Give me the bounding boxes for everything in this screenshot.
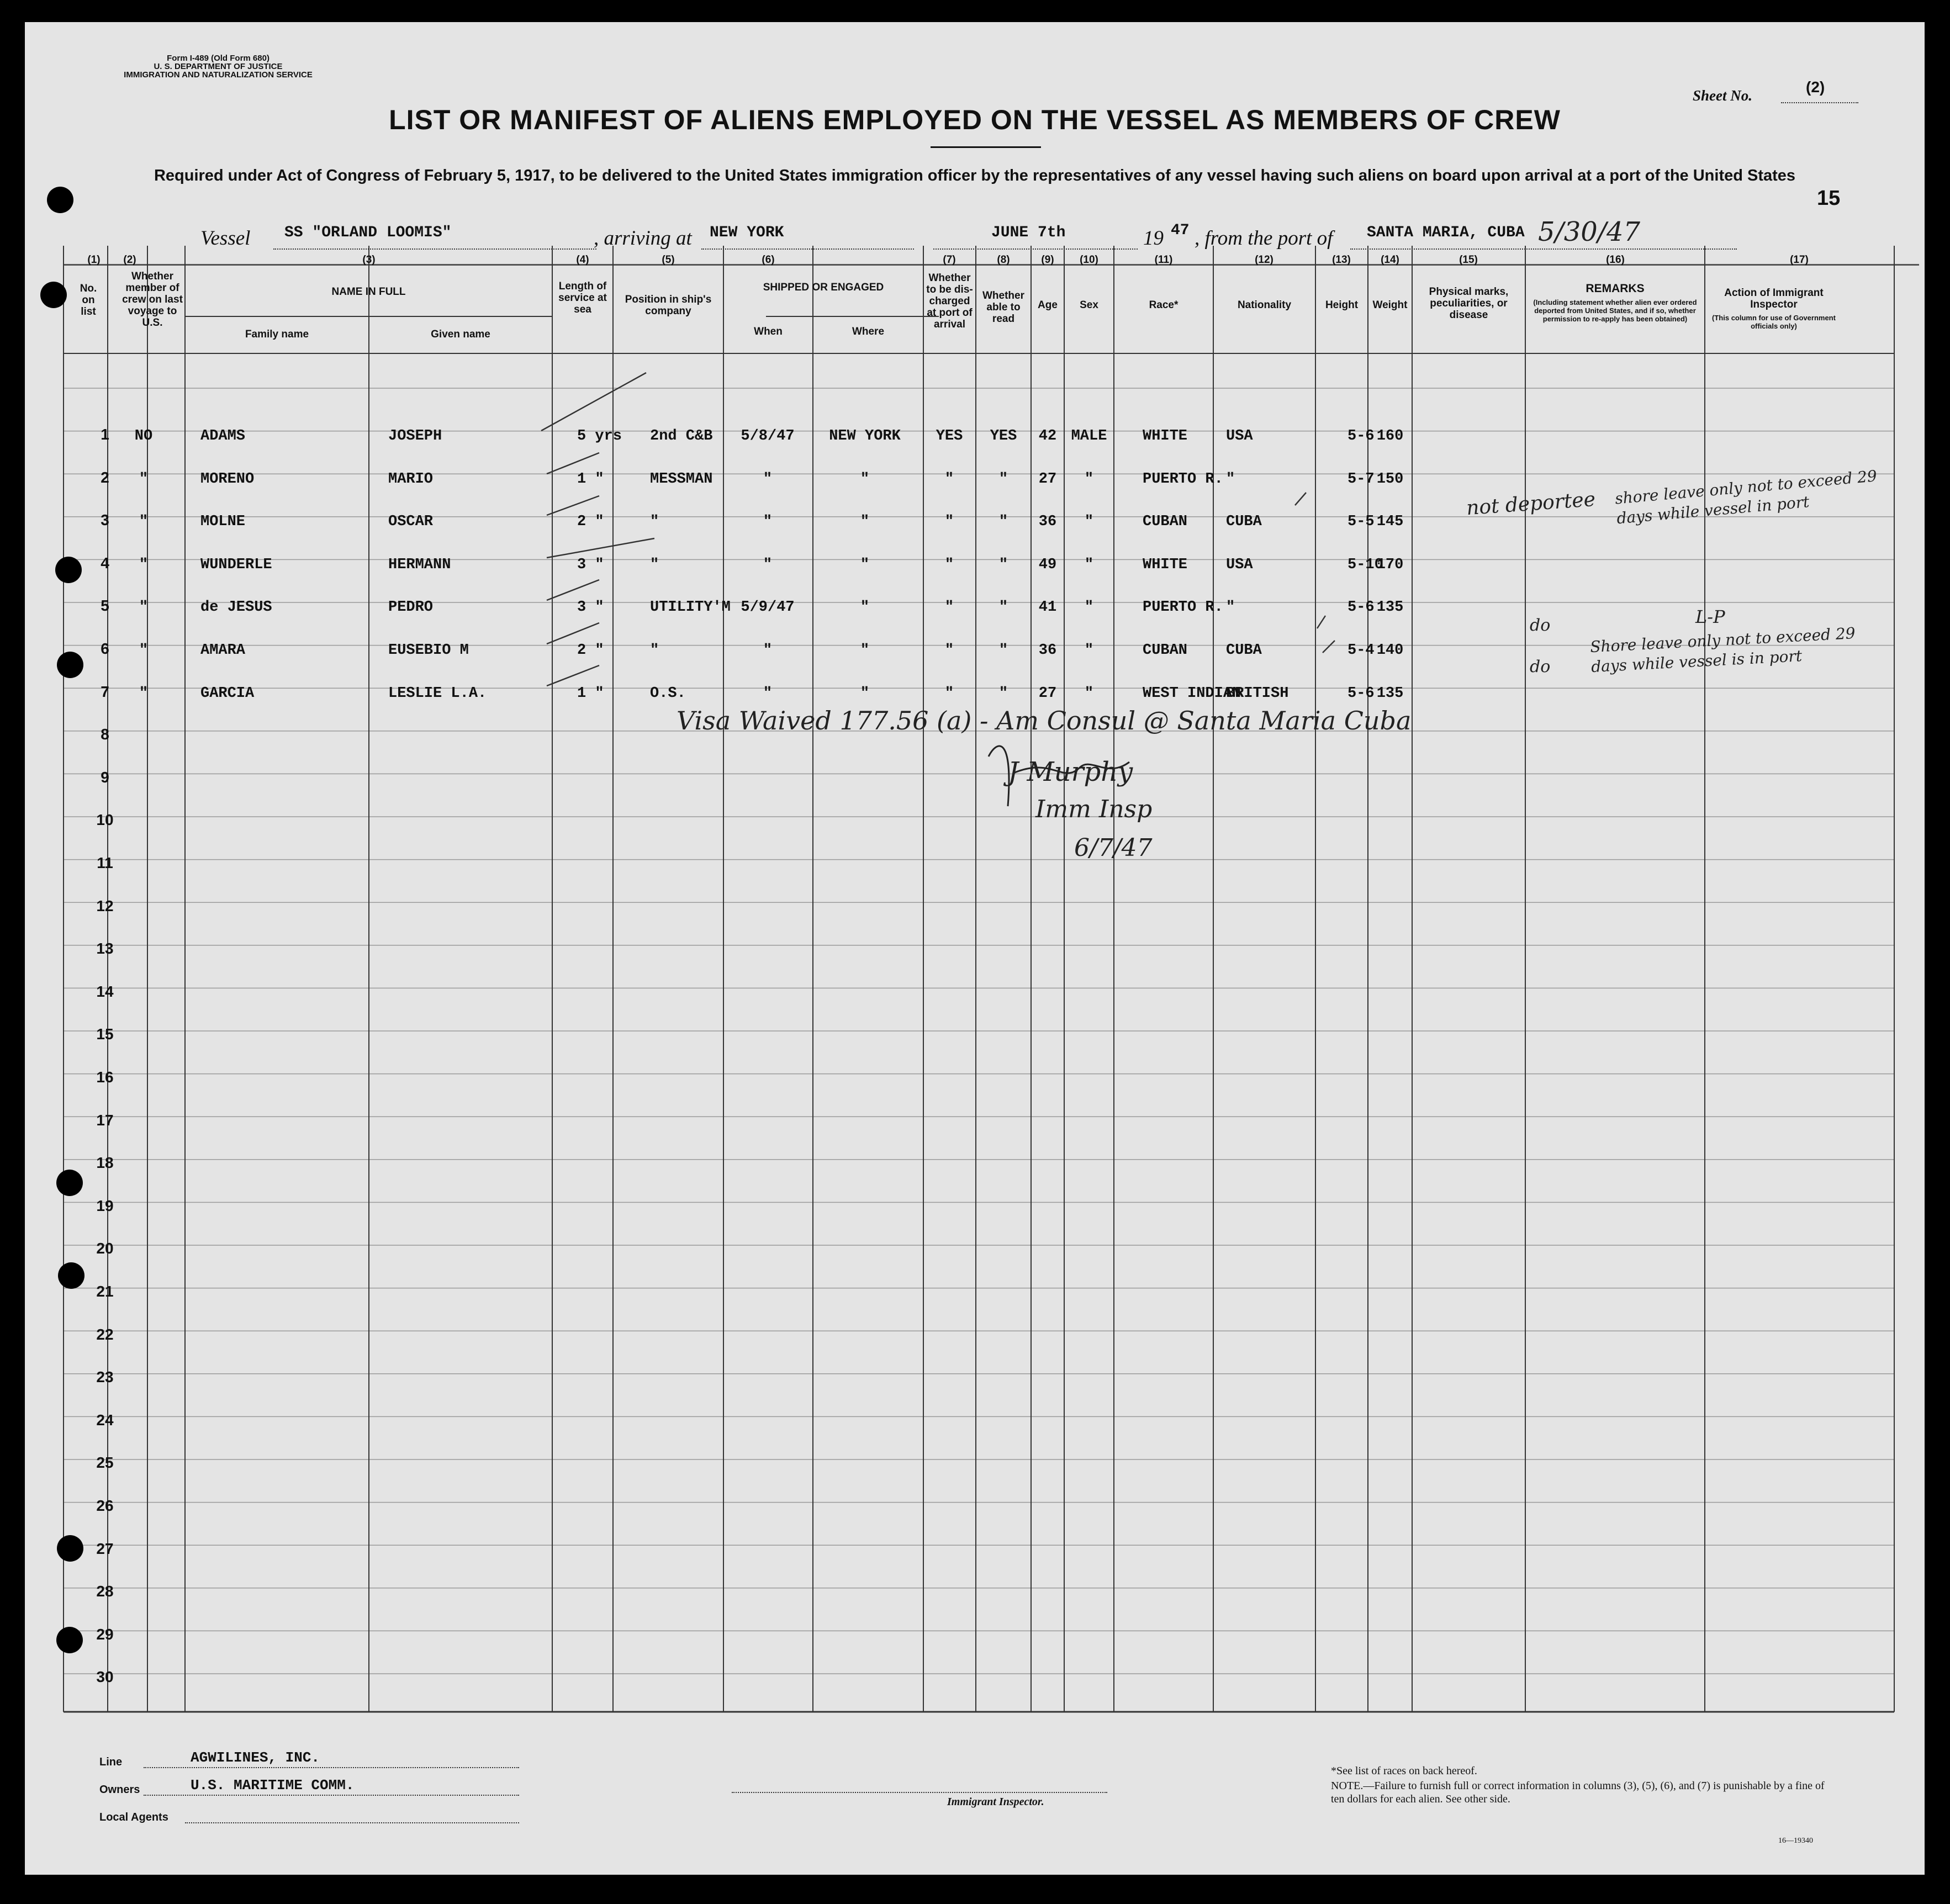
header-height: Height bbox=[1325, 299, 1359, 311]
cell-nationality: CUBA bbox=[1226, 514, 1262, 531]
handwritten-remark-row6: do bbox=[1530, 616, 1551, 635]
row-number: 23 bbox=[96, 1368, 114, 1386]
row-number: 19 bbox=[96, 1197, 114, 1214]
header-action: Action of Immigrant Inspector bbox=[1724, 287, 1824, 310]
header-discharged: Whether to be dis-charged at port of arrival bbox=[926, 272, 973, 330]
column-number: (2) bbox=[123, 254, 136, 266]
cell-service: 2 " bbox=[577, 642, 604, 659]
cell-nationality: CUBA bbox=[1226, 642, 1262, 659]
handwritten-remark-row3: not deportee bbox=[1465, 488, 1597, 520]
cell-family: AMARA bbox=[200, 642, 246, 659]
footer-agents-rule bbox=[185, 1822, 519, 1823]
cell-family: de JESUS bbox=[200, 599, 272, 616]
from-port-label: , from the port of bbox=[1195, 227, 1333, 250]
inspector-signature-line bbox=[732, 1792, 1107, 1793]
header-length-service: Length of service at sea bbox=[558, 281, 607, 315]
header-action-sub: (This column for use of Government officials only) bbox=[1712, 314, 1836, 330]
row-number: 8 bbox=[101, 726, 109, 743]
cell-family: WUNDERLE bbox=[200, 556, 272, 573]
cell-crew: " bbox=[139, 685, 149, 702]
cell-height: 5-6 bbox=[1347, 685, 1375, 702]
arriving-label: , arriving at bbox=[594, 227, 692, 250]
cell-crew: " bbox=[139, 556, 149, 573]
punch-hole bbox=[57, 652, 83, 678]
handwritten-visa-note: Visa Waived 177.56 (a) - Am Consul @ Santa Maria Cuba bbox=[677, 706, 1412, 736]
cell-sex: " bbox=[1084, 642, 1094, 659]
row-number: 10 bbox=[96, 811, 114, 829]
cell-discharged: YES bbox=[936, 428, 963, 445]
punch-hole bbox=[40, 282, 67, 308]
cell-family: MORENO bbox=[200, 470, 255, 488]
header-crew-last-voyage: Whether member of crew on last voyage to U.S. bbox=[122, 271, 183, 329]
cell-discharged: " bbox=[944, 470, 954, 488]
cell-sex: " bbox=[1084, 685, 1094, 702]
cell-sex: MALE bbox=[1071, 428, 1107, 445]
cell-read: " bbox=[998, 685, 1008, 702]
sheet-number-label: Sheet No. bbox=[1693, 87, 1752, 104]
cell-discharged: " bbox=[944, 556, 954, 573]
arrival-year: 47 bbox=[1171, 222, 1190, 239]
punch-hole bbox=[56, 1627, 83, 1653]
row-number: 7 bbox=[101, 683, 109, 700]
punch-hole bbox=[57, 1535, 83, 1562]
header-position: Position in ship's company bbox=[625, 294, 712, 317]
cell-weight: 170 bbox=[1376, 556, 1404, 573]
cell-height: 5-10 bbox=[1347, 556, 1383, 573]
cell-family: GARCIA bbox=[200, 685, 255, 702]
punch-hole bbox=[58, 1262, 84, 1289]
column-number: (13) bbox=[1332, 254, 1351, 266]
cell-service: 3 " bbox=[577, 556, 604, 573]
column-number: (7) bbox=[943, 254, 956, 266]
cell-where: " bbox=[860, 514, 870, 531]
cell-where: " bbox=[860, 599, 870, 616]
cell-service: 3 " bbox=[577, 599, 604, 616]
cell-race: WHITE bbox=[1143, 556, 1188, 573]
cell-sex: " bbox=[1084, 599, 1094, 616]
header-where: Where bbox=[852, 326, 885, 337]
cell-discharged: " bbox=[944, 685, 954, 702]
header-age: Age bbox=[1038, 299, 1058, 311]
footer-note-races: *See list of races on back hereof. bbox=[1331, 1765, 1477, 1777]
row-number: 26 bbox=[96, 1497, 114, 1514]
row-number: 25 bbox=[96, 1454, 114, 1472]
row-number: 1 bbox=[101, 426, 109, 443]
cell-when: " bbox=[763, 514, 773, 531]
cell-read: YES bbox=[990, 428, 1017, 445]
header-name-in-full: NAME IN FULL bbox=[331, 286, 406, 298]
footer-agents-label: Local Agents bbox=[99, 1811, 168, 1823]
sheet-number: (2) bbox=[1806, 78, 1825, 96]
row-number: 21 bbox=[96, 1283, 114, 1300]
cell-age: 27 bbox=[1038, 470, 1057, 488]
cell-read: " bbox=[998, 514, 1008, 531]
vessel-name: SS "ORLAND LOOMIS" bbox=[284, 224, 452, 241]
row-number: 30 bbox=[96, 1668, 114, 1686]
row-number: 3 bbox=[101, 511, 109, 529]
row-number: 15 bbox=[96, 1025, 114, 1043]
cell-position: O.S. bbox=[650, 685, 686, 702]
footer-owners-rule bbox=[144, 1795, 519, 1796]
row-number: 2 bbox=[101, 468, 109, 486]
column-number: (1) bbox=[87, 254, 101, 266]
cell-race: CUBAN bbox=[1143, 514, 1188, 531]
cell-race: WHITE bbox=[1143, 428, 1188, 445]
from-port: SANTA MARIA, CUBA bbox=[1367, 224, 1525, 241]
header-weight: Weight bbox=[1372, 299, 1408, 311]
inspector-signature-title: Imm Insp bbox=[1035, 795, 1153, 823]
cell-discharged: " bbox=[944, 642, 954, 659]
cell-sex: " bbox=[1084, 470, 1094, 488]
row-number: 24 bbox=[96, 1411, 114, 1429]
cell-discharged: " bbox=[944, 599, 954, 616]
cell-position: 2nd C&B bbox=[650, 428, 713, 445]
header-given-name: Given name bbox=[431, 329, 490, 340]
cell-position: MESSMAN bbox=[650, 470, 713, 488]
cell-weight: 150 bbox=[1376, 470, 1404, 488]
column-number: (8) bbox=[997, 254, 1010, 266]
handwritten-action-row6: L-P bbox=[1695, 606, 1725, 627]
form-code: Form I-489 (Old Form 680) U. S. DEPARTMENT OF JUSTICE IMMIGRATION AND NATURALIZATION SERVICE bbox=[124, 54, 313, 80]
cell-where: " bbox=[860, 685, 870, 702]
row-number: 6 bbox=[101, 640, 109, 657]
cell-age: 27 bbox=[1038, 685, 1057, 702]
header-able-to-read: Whether able to read bbox=[982, 290, 1024, 325]
cell-nationality: " bbox=[1226, 599, 1235, 616]
cell-given: LESLIE L.A. bbox=[388, 685, 487, 702]
column-number: (10) bbox=[1080, 254, 1098, 266]
handwritten-departure-date: 5/30/47 bbox=[1538, 216, 1641, 247]
cell-crew: " bbox=[139, 514, 149, 531]
handwritten-action-row3: shore leave only not to exceed 29 days while vessel in port bbox=[1614, 467, 1878, 528]
punch-hole bbox=[47, 187, 73, 213]
cell-given: JOSEPH bbox=[388, 428, 442, 445]
cell-height: 5-4 bbox=[1347, 642, 1375, 659]
row-number: 5 bbox=[101, 597, 109, 615]
cell-weight: 145 bbox=[1376, 514, 1404, 531]
row-number: 12 bbox=[96, 897, 114, 914]
row-number: 27 bbox=[96, 1540, 114, 1557]
cell-given: PEDRO bbox=[388, 599, 434, 616]
header-shipped-engaged: SHIPPED OR ENGAGED bbox=[763, 282, 884, 293]
column-number: (4) bbox=[576, 254, 589, 266]
cell-race: PUERTO R. bbox=[1143, 470, 1223, 488]
cell-family: ADAMS bbox=[200, 428, 246, 445]
cell-where: " bbox=[860, 642, 870, 659]
row-number: 13 bbox=[96, 940, 114, 958]
header-family-name: Family name bbox=[245, 329, 309, 340]
cell-family: MOLNE bbox=[200, 514, 246, 531]
footer-line-label: Line bbox=[99, 1756, 123, 1768]
cell-given: OSCAR bbox=[388, 514, 434, 531]
cell-nationality: USA bbox=[1226, 428, 1253, 445]
cell-nationality: USA bbox=[1226, 556, 1253, 573]
cell-race: WEST INDIAN bbox=[1143, 685, 1241, 702]
row-number: 29 bbox=[96, 1625, 114, 1643]
cell-service: 5 yrs bbox=[577, 428, 622, 445]
header-race: Race* bbox=[1149, 299, 1179, 311]
row-number: 11 bbox=[97, 854, 113, 871]
header-remarks-sub: (Including statement whether alien ever ordered deported from United States, and if so, whether permission to re-apply has been obtained) bbox=[1533, 298, 1697, 323]
handwritten-action-row7: Shore leave only not to exceed 29 days while vessel is in port bbox=[1589, 624, 1856, 676]
column-number: (11) bbox=[1154, 254, 1173, 266]
inspector-signature-date: 6/7/47 bbox=[1074, 834, 1153, 862]
cell-where: " bbox=[860, 470, 870, 488]
row-number: 14 bbox=[96, 982, 114, 1000]
cell-crew: NO bbox=[134, 428, 153, 445]
cell-when: 5/9/47 bbox=[741, 599, 795, 616]
header-physical-marks: Physical marks, peculiarities, or disease bbox=[1429, 286, 1509, 321]
cell-discharged: " bbox=[944, 514, 954, 531]
cell-crew: " bbox=[139, 470, 149, 488]
cell-crew: " bbox=[139, 642, 149, 659]
cell-nationality: " bbox=[1226, 470, 1235, 488]
footer-print-code: 16—19340 bbox=[1778, 1837, 1813, 1845]
footer-owners-value: U.S. MARITIME COMM. bbox=[191, 1777, 355, 1794]
cell-read: " bbox=[998, 556, 1008, 573]
cell-weight: 135 bbox=[1376, 599, 1404, 616]
cell-position: " bbox=[650, 514, 659, 531]
footer-note-penalty: NOTE.—Failure to furnish full or correct information in columns (3), (5), (6), and (7) is punishable by a fine of ten dollars for each alien. See other side. bbox=[1331, 1780, 1825, 1805]
year-prefix: 19 bbox=[1143, 227, 1164, 250]
inspector-signature: J Murphy bbox=[1008, 757, 1133, 787]
cell-nationality: BRITISH bbox=[1226, 685, 1289, 702]
header-nationality: Nationality bbox=[1237, 299, 1292, 311]
column-number: (15) bbox=[1459, 254, 1478, 266]
column-number: (12) bbox=[1255, 254, 1273, 266]
cell-where: NEW YORK bbox=[829, 428, 901, 445]
cell-service: 1 " bbox=[577, 685, 604, 702]
cell-position: UTILITY'M bbox=[650, 599, 731, 616]
footer-owners-label: Owners bbox=[99, 1784, 140, 1796]
column-number: (14) bbox=[1381, 254, 1399, 266]
cell-when: " bbox=[763, 642, 773, 659]
column-number: (17) bbox=[1790, 254, 1809, 266]
cell-read: " bbox=[998, 642, 1008, 659]
arrival-date: JUNE 7th bbox=[991, 224, 1066, 241]
column-number: (3) bbox=[362, 254, 376, 266]
footer-line-rule bbox=[144, 1767, 519, 1768]
cell-weight: 135 bbox=[1376, 685, 1404, 702]
cell-when: 5/8/47 bbox=[741, 428, 795, 445]
row-number: 9 bbox=[101, 768, 109, 786]
row-number: 18 bbox=[96, 1154, 114, 1172]
cell-where: " bbox=[860, 556, 870, 573]
cell-given: MARIO bbox=[388, 470, 434, 488]
cell-age: 49 bbox=[1038, 556, 1057, 573]
cell-height: 5-6 bbox=[1347, 428, 1375, 445]
arrival-port: NEW YORK bbox=[710, 224, 784, 241]
cell-crew: " bbox=[139, 599, 149, 616]
vessel-label: Vessel bbox=[200, 227, 251, 250]
footer-line-value: AGWILINES, INC. bbox=[191, 1749, 320, 1766]
cell-age: 36 bbox=[1038, 642, 1057, 659]
cell-weight: 160 bbox=[1376, 428, 1404, 445]
cell-when: " bbox=[763, 470, 773, 488]
row-number: 22 bbox=[96, 1325, 114, 1343]
cell-position: " bbox=[650, 556, 659, 573]
cell-age: 36 bbox=[1038, 514, 1057, 531]
cell-sex: " bbox=[1084, 514, 1094, 531]
punch-hole bbox=[56, 1170, 83, 1196]
cell-height: 5-5 bbox=[1347, 514, 1375, 531]
cell-weight: 140 bbox=[1376, 642, 1404, 659]
cell-race: CUBAN bbox=[1143, 642, 1188, 659]
header-no-on-list: No. on list bbox=[80, 283, 97, 318]
cell-height: 5-6 bbox=[1347, 599, 1375, 616]
cell-service: 1 " bbox=[577, 470, 604, 488]
row-number: 4 bbox=[101, 554, 109, 572]
cell-age: 42 bbox=[1038, 428, 1057, 445]
footer-inspector-label: Immigrant Inspector. bbox=[947, 1796, 1044, 1808]
cell-position: " bbox=[650, 642, 659, 659]
row-number: 16 bbox=[96, 1069, 114, 1086]
cell-when: " bbox=[763, 685, 773, 702]
row-number: 17 bbox=[96, 1111, 114, 1129]
header-sex: Sex bbox=[1080, 299, 1098, 311]
cell-when: " bbox=[763, 556, 773, 573]
cell-read: " bbox=[998, 470, 1008, 488]
cell-sex: " bbox=[1084, 556, 1094, 573]
page-subtitle: Required under Act of Congress of February 5, 1917, to be delivered to the United States immigration officer by the representatives of any vessel having such aliens on board upon arrival at a port of the United States bbox=[154, 167, 1796, 184]
column-number: (9) bbox=[1041, 254, 1054, 266]
column-number: (6) bbox=[762, 254, 775, 266]
row-number: 20 bbox=[96, 1240, 114, 1257]
corner-number: 15 bbox=[1817, 187, 1841, 210]
cell-race: PUERTO R. bbox=[1143, 599, 1223, 616]
punch-hole bbox=[55, 557, 82, 583]
cell-service: 2 " bbox=[577, 514, 604, 531]
cell-age: 41 bbox=[1038, 599, 1057, 616]
column-number: (16) bbox=[1606, 254, 1625, 266]
cell-height: 5-7 bbox=[1347, 470, 1375, 488]
column-number: (5) bbox=[662, 254, 675, 266]
manifest-sheet bbox=[25, 22, 1925, 1875]
row-number: 28 bbox=[96, 1583, 114, 1600]
cell-read: " bbox=[998, 599, 1008, 616]
cell-given: EUSEBIO M bbox=[388, 642, 469, 659]
header-remarks: REMARKS bbox=[1586, 282, 1645, 295]
page-title: LIST OR MANIFEST OF ALIENS EMPLOYED ON THE VESSEL AS MEMBERS OF CREW bbox=[389, 104, 1561, 135]
cell-given: HERMANN bbox=[388, 556, 451, 573]
header-when: When bbox=[754, 326, 783, 337]
handwritten-remark-row7: do bbox=[1530, 657, 1551, 676]
